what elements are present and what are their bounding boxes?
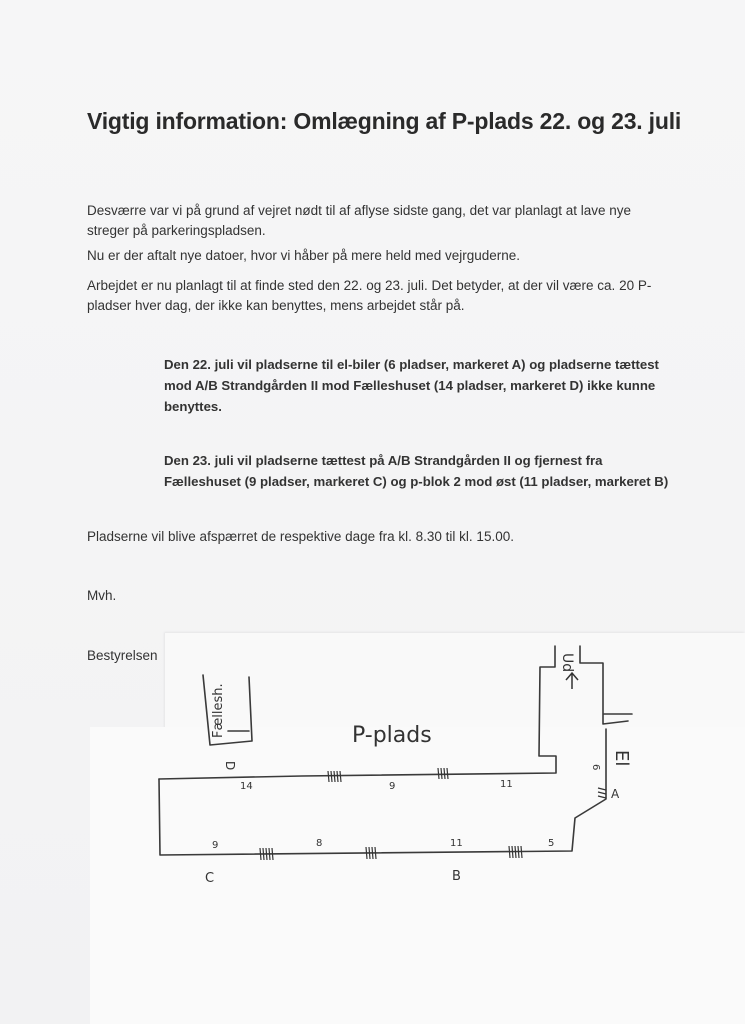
count-bottom-right: 5 bbox=[548, 838, 555, 849]
exit-arrow-icon bbox=[566, 673, 578, 689]
note-july-22: Den 22. juli vil pladserne til el-biler (6 pladser, markeret A) og pladserne tættest mod A/B Strandgården II mod Fælleshuset (14 pladser, markeret D) ikke kunne benyttes. bbox=[164, 357, 659, 414]
sketch-title: P-plads bbox=[352, 723, 432, 748]
exit-label: Ud bbox=[559, 653, 575, 673]
page-title: Vigtig information: Omlægning af P-plads 22. og 23. juli bbox=[87, 108, 682, 134]
paragraph-intro: Desværre var vi på grund af vejret nødt til af aflyse sidste gang, det var planlagt at lave nye streger på parkeringspladsen. bbox=[87, 203, 632, 238]
count-bottom-right2: 11 bbox=[450, 838, 463, 849]
count-bottom-mid: 8 bbox=[316, 838, 323, 849]
section-d-label: D bbox=[223, 761, 237, 771]
el-label: El bbox=[611, 750, 632, 767]
note-july-23: Den 23. juli vil pladserne tættest på A/B Strandgården II og fjernest fra Fælleshuset (9 pladser, markeret C) og p-blok 2 mod øst (11 pladser, markeret B) bbox=[164, 453, 669, 489]
count-top-right: 11 bbox=[500, 779, 513, 790]
section-c-label: C bbox=[205, 871, 215, 886]
paragraph-schedule: Arbejdet er nu planlagt til at finde sted den 22. og 23. juli. Det betyder, at der vil være ca. 20 P-pladser hver dag, der ikke kan benyttes, mens arbejdet står på. bbox=[87, 278, 652, 313]
exit-right-edge bbox=[580, 646, 628, 724]
section-a-label: A bbox=[611, 787, 620, 801]
count-bottom-left: 9 bbox=[212, 840, 219, 851]
section-b-label: B bbox=[452, 869, 461, 884]
hatch-top-1 bbox=[328, 771, 341, 782]
building-label: Fællesh. bbox=[211, 683, 226, 738]
signoff-text: Mvh. bbox=[87, 588, 117, 603]
count-top-mid: 9 bbox=[389, 781, 396, 792]
paragraph-new-dates: Nu er der aftalt nye datoer, hvor vi håber på mere held med vejrguderne. bbox=[87, 248, 520, 263]
closing-text: Pladserne vil blive afspærret de respektive dage fra kl. 8.30 til kl. 15.00. bbox=[87, 529, 514, 544]
hatch-right bbox=[598, 788, 606, 798]
count-top-left: 14 bbox=[240, 781, 253, 792]
signature-text: Bestyrelsen bbox=[87, 648, 158, 663]
count-el: 6 bbox=[590, 764, 601, 771]
